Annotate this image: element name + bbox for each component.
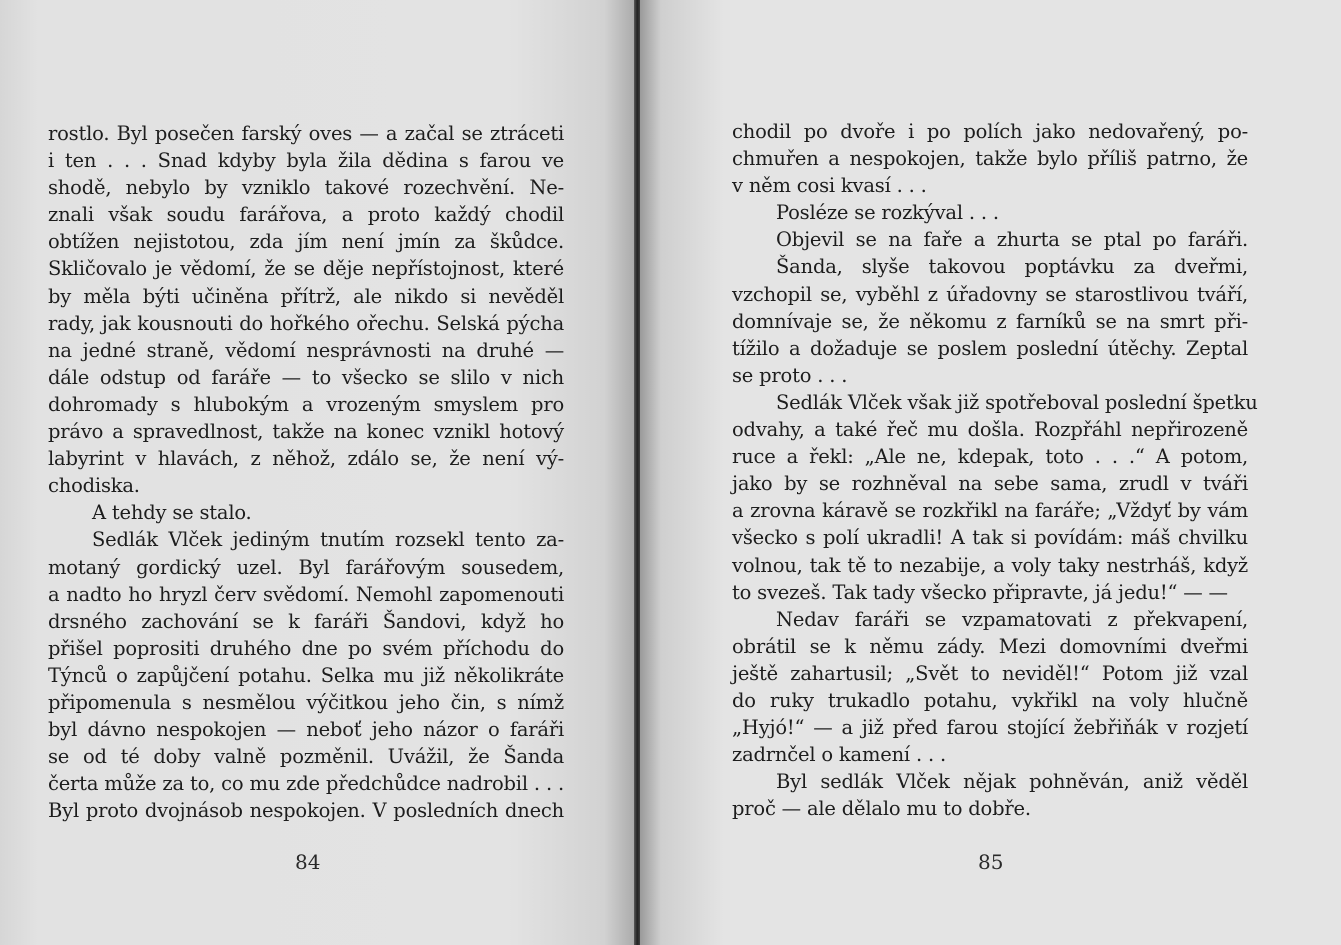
- text-line: by měla býti učiněna přítrž, ale nikdo si nevěděl: [48, 284, 564, 308]
- text-line: čerta může za to, co mu zde předchůdce nadrobil . . .: [48, 772, 564, 796]
- text-line: byl dávno nespokojen — neboť jeho názor o faráři: [48, 718, 564, 742]
- text-line: chodiska.: [48, 474, 140, 498]
- text-line: znali však soudu farářova, a proto každý chodil: [48, 203, 564, 227]
- text-line: rady, jak kousnouti do hořkého ořechu. Selská pýcha: [48, 311, 564, 335]
- text-line: Sedlák Vlček však již spotřeboval poslední špetku: [776, 390, 1258, 414]
- text-line: Byl proto dvojnásob nespokojen. V posledních dnech: [48, 799, 564, 823]
- text-line: vzchopil se, vyběhl z úřadovny se starostlivou tváří,: [732, 282, 1248, 306]
- text-line: Objevil se na faře a zhurta se ptal po faráři.: [776, 228, 1248, 252]
- left-page-number: 84: [295, 850, 321, 874]
- text-line: a nadto ho hryzl červ svědomí. Nemohl zapomenouti: [48, 582, 564, 606]
- text-line: všecko s polí ukradli! A tak si povídám: máš chvilku: [732, 526, 1248, 550]
- right-page: [640, 0, 1341, 945]
- text-line: se od té doby valně pozměnil. Uvážil, že Šanda: [48, 745, 564, 769]
- text-line: a zrovna káravě se rozkřikl na faráře; „Vždyť by vám: [732, 499, 1248, 523]
- right-page-text: [732, 118, 1258, 822]
- text-line: „Hyjó!“ — a již před farou stojící žebřiňák v rozjetí: [732, 716, 1248, 740]
- text-line: rostlo. Byl posečen farský oves — a začal se ztráceti: [48, 122, 564, 145]
- text-line: labyrint v hlavách, z něhož, zdálo se, že není vý-: [48, 447, 564, 471]
- text-line: Šanda, slyše takovou poptávku za dveřmi,: [776, 255, 1248, 279]
- text-line: ještě zahartusil; „Svět to neviděl!“ Potom již vzal: [732, 661, 1248, 685]
- left-page-text: [48, 120, 564, 824]
- text-line: A tehdy se stalo.: [92, 501, 252, 525]
- right-page-number: 85: [978, 850, 1004, 874]
- text-line: shodě, nebylo by vzniklo takové rozechvění. Ne-: [48, 176, 564, 200]
- text-line: ruce a řekl: „Ale ne, kdepak, toto . . .“ A potom,: [732, 445, 1248, 469]
- text-line: proč — ale dělalo mu to dobře.: [732, 797, 1031, 821]
- text-line: odvahy, a také řeč mu došla. Rozpřáhl nepřirozeně: [732, 418, 1248, 442]
- text-line: do ruky trukadlo potahu, vykřikl na voly hlučně: [732, 688, 1248, 712]
- text-line: Týnců o zapůjčení potahu. Selka mu již několikráte: [48, 663, 564, 687]
- text-line: zadrnčel o kamení . . .: [732, 743, 946, 767]
- text-line: volnou, tak tě to nezabije, a voly taky nestrháš, když: [732, 553, 1248, 577]
- text-line: Posléze se rozkýval . . .: [776, 201, 999, 225]
- text-line: přišel poprositi druhého dne po svém příchodu do: [48, 636, 564, 660]
- text-line: Sedlák Vlček jediným tnutím rozsekl tento za-: [92, 528, 564, 552]
- text-line: právo a spravedlnost, takže na konec vznikl hotový: [48, 420, 564, 444]
- text-line: na jedné straně, vědomí nesprávnosti na druhé —: [48, 338, 564, 362]
- text-line: domnívaje se, že někomu z farníků se na smrt při-: [732, 309, 1248, 333]
- left-page: [0, 0, 636, 945]
- text-line: chodil po dvoře i po polích jako nedovařený, po-: [732, 120, 1248, 143]
- text-line: připomenula s nesmělou výčitkou jeho čin, s nímž: [48, 690, 564, 714]
- text-line: Nedav faráři se vzpamatovati z překvapení,: [776, 607, 1248, 631]
- text-line: tížilo a dožaduje se poslem poslední útěchy. Zeptal: [732, 336, 1248, 360]
- text-line: obrátil se k němu zády. Mezi domovními dveřmi: [732, 634, 1248, 658]
- text-line: Skličovalo je vědomí, že se děje nepřístojnost, které: [48, 257, 564, 281]
- text-line: to svezeš. Tak tady všecko připravte, já jedu!“ — —: [732, 580, 1228, 604]
- text-line: chmuřen a nespokojen, takže bylo příliš patrno, že: [732, 147, 1248, 171]
- text-line: jako by se rozhněval na sebe sama, zrudl v tváři: [732, 472, 1248, 496]
- text-line: i ten . . . Snad kdyby byla žila dědina s farou ve: [48, 149, 564, 173]
- text-line: dále odstup od faráře — to všecko se slilo v nich: [48, 365, 564, 389]
- text-line: se proto . . .: [732, 363, 848, 387]
- text-line: Byl sedlák Vlček nějak pohněván, aniž věděl: [776, 770, 1248, 794]
- text-line: obtížen nejistotou, zda jím není jmín za škůdce.: [48, 230, 564, 254]
- text-line: dohromady s hlubokým a vrozeným smyslem pro: [48, 392, 564, 416]
- text-line: v něm cosi kvasí . . .: [732, 174, 927, 198]
- text-line: motaný gordický uzel. Byl farářovým sousedem,: [48, 555, 564, 579]
- text-line: drsného zachování se k faráři Šandovi, když ho: [48, 609, 564, 633]
